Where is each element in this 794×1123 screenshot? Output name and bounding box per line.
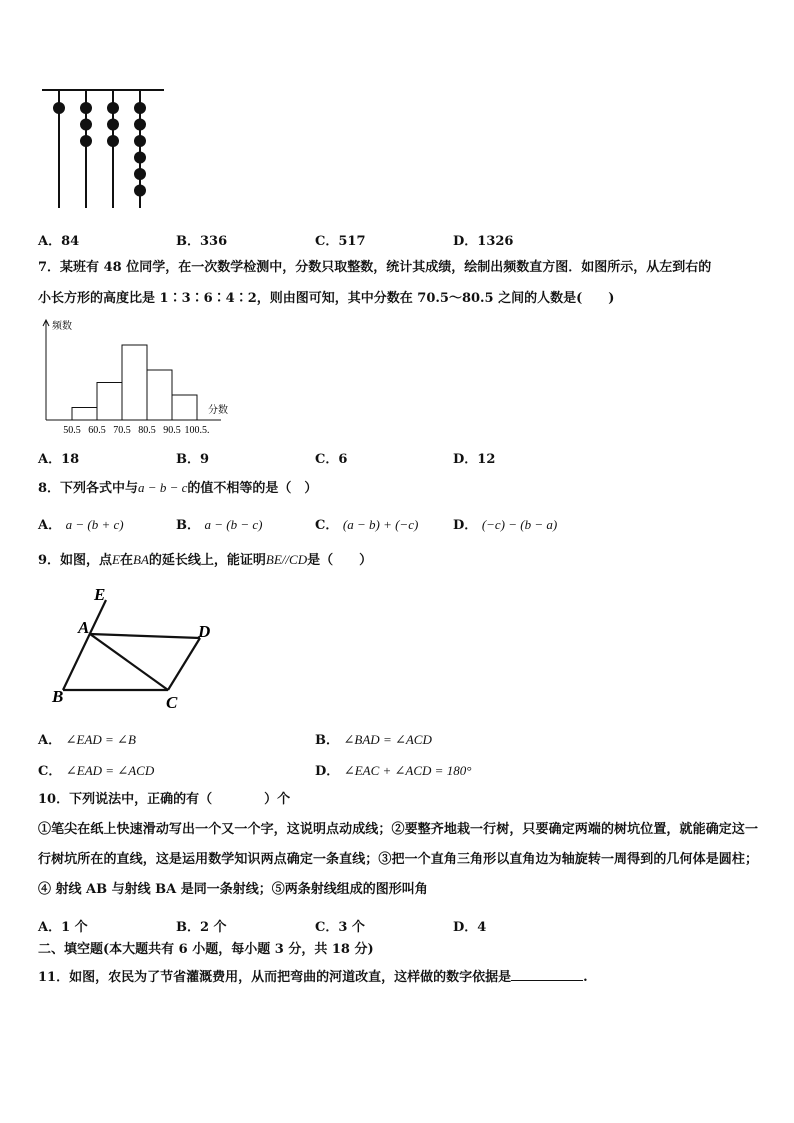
histogram-bar	[147, 370, 172, 420]
q8-option-d[interactable]	[453, 514, 557, 533]
q9-option-d-expr: ∠EAC + ∠ACD = 180°	[343, 763, 472, 778]
q7-stem-line2: 小长方形的高度比是 1∶3∶6∶4∶2，则由图可知，其中分数在 70.5～80.5 之间的人数是( )	[38, 291, 615, 306]
q6-option-b[interactable]: B．336	[176, 234, 228, 249]
q9-stem-mid2: 的延长线上，能证明	[148, 553, 266, 568]
q9-stem-mid: 在	[120, 553, 134, 568]
q7-stem-line1: 7．某班有 48 位同学，在一次数学检测中，分数只取整数，统计其成绩，绘制出频数直方图．如图所示，从左到右的	[38, 260, 712, 275]
q9-option-d-letter: D．	[315, 764, 340, 779]
label-d: D	[198, 622, 211, 641]
q10-option-a[interactable]: A．1 个	[38, 920, 88, 935]
segment-ad	[90, 634, 200, 638]
q8-stem-pre: 8．下列各式中与	[38, 481, 139, 496]
line-be	[63, 600, 106, 690]
histogram-tick-label: 60.5	[88, 425, 106, 436]
histogram-bar	[97, 383, 122, 421]
q10-stem: 10．下列说法中，正确的有（ ）个	[38, 792, 291, 807]
abacus-figure	[36, 82, 170, 214]
q9-option-a-letter: A．	[38, 733, 62, 748]
parallelogram-figure	[48, 584, 223, 714]
q8-option-b-letter: B．	[176, 518, 200, 533]
q8-stem-expr: a − b − c	[138, 480, 188, 495]
abacus-bead	[53, 102, 65, 114]
abacus-bead	[134, 102, 146, 114]
q11-answer-blank[interactable]	[511, 968, 583, 981]
q10-body: ①笔尖在纸上快速滑动写出一个又一个字，这说明点动成线；②要整齐地栽一行树，只要确定两端的树坑位置，就能确定这一行树坑所在的直线，这是运用数学知识两点确定一条直线；③把一个直角三角形以直角边为轴旋转一周得到的几何体是圆柱；④ 射线 AB 与射线 BA 是同一条射线；⑤两条射线组成的图形叫角	[38, 822, 758, 897]
q8-option-a[interactable]	[38, 514, 124, 533]
frequency-histogram	[36, 318, 236, 438]
q8-option-a-letter: A．	[38, 518, 62, 533]
q6-option-d[interactable]: D．1326	[453, 234, 514, 249]
q8-option-b[interactable]	[176, 514, 263, 533]
q9-stem-pre: 9．如图，点	[38, 553, 113, 568]
histogram-bar	[122, 345, 147, 420]
label-b: B	[52, 687, 64, 706]
q7-option-a[interactable]: A．18	[38, 452, 80, 467]
q7-option-c[interactable]: C．6	[315, 452, 348, 467]
q10-option-d[interactable]: D．4	[453, 920, 487, 935]
q7-option-b[interactable]: B．9	[176, 452, 210, 467]
q8-option-c-expr: (a − b) + (−c)	[342, 517, 419, 532]
segment-dc	[168, 638, 200, 690]
histogram-bar	[172, 395, 197, 420]
q8-option-b-expr: a − (b − c)	[204, 517, 263, 532]
q9-point-e: E	[112, 552, 120, 567]
segment-ac	[90, 634, 168, 690]
abacus-bead	[134, 119, 146, 131]
histogram-y-label: 频数	[52, 321, 72, 332]
q9-segment-ba: BA	[133, 552, 149, 567]
q8-option-a-expr: a − (b + c)	[65, 517, 124, 532]
histogram-tick-label: 50.5	[63, 425, 81, 436]
section-2-title: 二、填空题(本大题共有 6 小题，每小题 3 分，共 18 分)	[38, 942, 374, 957]
abacus-bead	[134, 135, 146, 147]
q10-option-c[interactable]: C．3 个	[315, 920, 365, 935]
abacus-bead	[134, 185, 146, 197]
q9-stem-post: 是（ ）	[307, 553, 373, 568]
label-e: E	[94, 585, 106, 604]
label-a: A	[78, 618, 90, 637]
q8-stem-post: 的值不相等的是（ ）	[187, 481, 318, 496]
q10-option-b[interactable]: B．2 个	[176, 920, 227, 935]
histogram-x-label: 分数	[208, 405, 228, 416]
q6-option-c[interactable]: C．517	[315, 234, 366, 249]
q9-option-a[interactable]	[38, 729, 136, 748]
abacus-bead	[80, 102, 92, 114]
histogram-tick-label: 70.5	[113, 425, 131, 436]
q9-stem	[38, 552, 372, 569]
q9-option-b-letter: B．	[315, 733, 339, 748]
abacus-bead	[80, 119, 92, 131]
q9-option-d[interactable]	[315, 760, 471, 779]
q8-option-c-letter: C．	[315, 518, 339, 533]
abacus-bead	[80, 135, 92, 147]
label-c: C	[166, 693, 178, 712]
q7-option-d[interactable]: D．12	[453, 452, 496, 467]
q9-option-b-expr: ∠BAD = ∠ACD	[343, 732, 432, 747]
histogram-tick-label: 90.5	[163, 425, 181, 436]
q11-stem	[38, 968, 588, 986]
abacus-bead	[107, 102, 119, 114]
q11-stem-end: .	[583, 970, 588, 985]
q6-option-a[interactable]: A．84	[38, 234, 80, 249]
q8-option-d-letter: D．	[453, 518, 478, 533]
q9-option-a-expr: ∠EAD = ∠B	[65, 732, 136, 747]
abacus-bead	[134, 168, 146, 180]
histogram-tick-label: 80.5	[138, 425, 156, 436]
q8-option-d-expr: (−c) − (b − a)	[481, 517, 558, 532]
q9-option-b[interactable]	[315, 729, 432, 748]
q9-option-c[interactable]	[38, 760, 154, 779]
q9-option-c-expr: ∠EAD = ∠ACD	[65, 763, 155, 778]
abacus-bead	[134, 152, 146, 164]
abacus-bead	[107, 135, 119, 147]
q9-parallel: BE//CD	[265, 552, 308, 567]
q8-stem	[38, 480, 317, 497]
histogram-tick-label: 100.5.	[184, 425, 210, 436]
q11-stem-text: 11．如图，农民为了节省灌溉费用，从而把弯曲的河道改直，这样做的数字依据是	[38, 970, 512, 985]
q9-option-c-letter: C．	[38, 764, 62, 779]
q8-option-c[interactable]	[315, 514, 418, 533]
abacus-bead	[107, 119, 119, 131]
histogram-bar	[72, 408, 97, 421]
